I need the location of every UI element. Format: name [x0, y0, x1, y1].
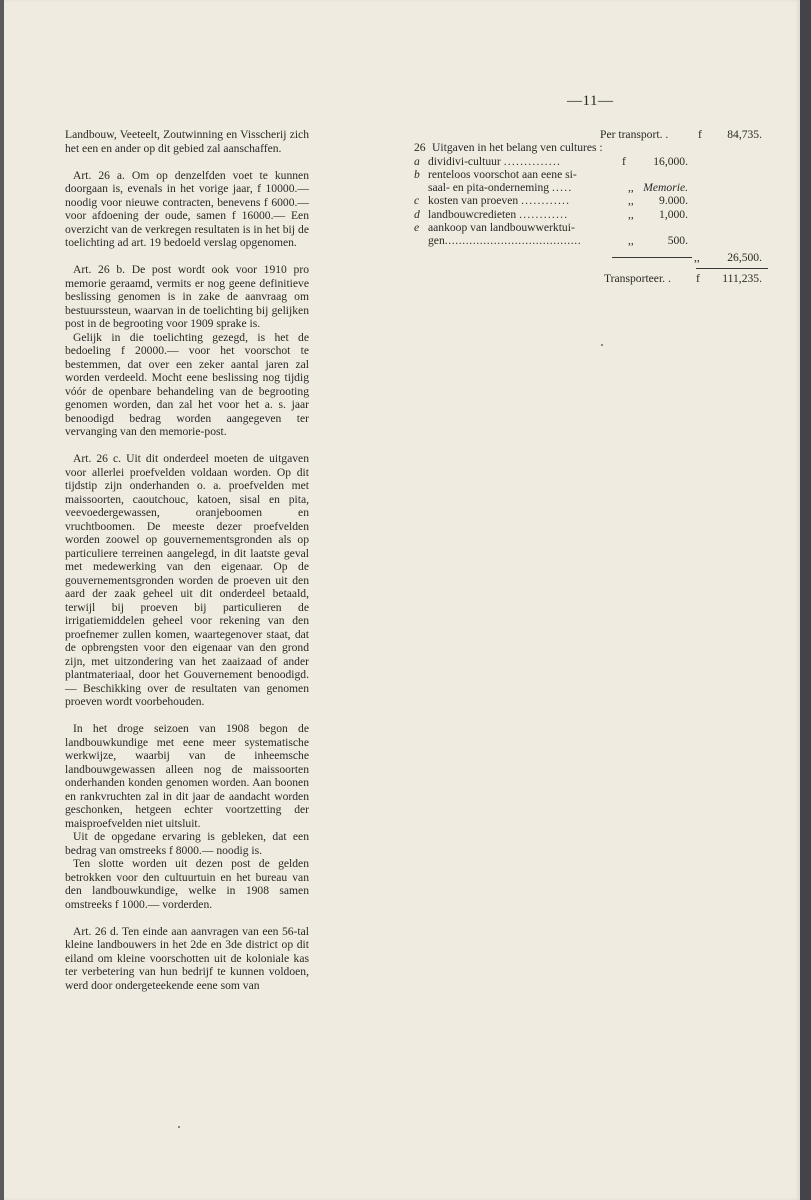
paragraph-art-26d: Art. 26 d. Ten einde aan aanvragen van een 56-tal kleine landbouwers in het 2de en 3de district op dit eiland om kleine voorschotten uit de koloniale kas ter verbetering van hun bedrijf te kunnen voldoen, werd door ondergeteekende eene som van — [65, 924, 309, 992]
item-letter: d — [414, 207, 420, 221]
item-currency: ,, — [628, 234, 634, 248]
item-currency: f — [622, 154, 626, 168]
heading-row — [414, 141, 770, 154]
item-text: saal- en pita-onderneming — [428, 181, 550, 195]
item-dots: ....................................... — [444, 234, 582, 248]
item-currency: ,, — [628, 181, 634, 195]
item-dots: .............. — [503, 154, 562, 168]
left-column — [65, 128, 309, 1006]
item-letter: a — [414, 154, 420, 168]
item-row-e-cont — [414, 234, 770, 247]
per-transport-amount: 84,735. — [727, 128, 762, 141]
heading-text: Uitgaven in het belang ven cultures : — [432, 141, 603, 155]
paragraph-art-26b: Art. 26 b. De post wordt ook voor 1910 pro memorie geraamd, vermits er nog geene definitieve beslissing genomen is in zake de aanvraag om bestuurssteun, waarvan in de toelichting bij gelijken post in de begrooting voor 1909 sprake is. — [65, 263, 309, 330]
item-row-b — [414, 168, 770, 181]
transporteer-row — [414, 272, 770, 285]
transporteer-amount: 111,235. — [722, 271, 762, 285]
paragraph-experience: Uit de opgedane ervaring is gebleken, dat een bedrag van omstreeks f 8000.— noodig is. — [65, 830, 309, 857]
item-text: dividivi-cultuur — [428, 154, 501, 168]
item-currency: ,, — [628, 207, 634, 221]
item-dots: ..... — [551, 181, 573, 195]
item-amount: 16,000. — [653, 154, 688, 168]
subtotal-rule — [612, 257, 692, 258]
item-text: landbouwcredieten — [428, 207, 517, 221]
item-dots: ............ — [519, 207, 569, 221]
item-letter: e — [414, 221, 420, 235]
paper-speck — [178, 1126, 180, 1128]
item-amount: 9.000. — [659, 194, 688, 208]
budget-table — [414, 128, 770, 285]
heading-number: 26 — [414, 141, 426, 155]
item-text: aankoop van landbouwwerktui- — [428, 221, 575, 235]
paper-speck — [601, 344, 603, 346]
paragraph-art-26c: Art. 26 c. Uit dit onderdeel moeten de uitgaven voor allerlei proefvelden voldaan worden. Op dit tijdstip zijn onderhanden o. a. proefvelden met maissoorten, caoutchouc, katoen, sisal en pita, veevoedergewassen, oranjeboomen en vruchtboomen. De meeste dezer proefvelden worden zoowel op gouvernementsgronden als op particuliere terreinen aangelegd, in dit laatste geval met medewerking van den eigenaar. Op de gouvernementsgronden worden de proeven uit den aard der zaak geheel uit dit onderdeel betaald, terwijl bij proeven bij particulieren de irrigatiemiddelen geheel voor rekening van den proefnemer zullen komen, waartegenover staat, dat de opbrengsten voor den eigenaar van den grond zijn, met uitzondering van het zaaizaad of ander plantmateriaal, door het Gouvernement benoodigd.— Beschikking over de resultaten van genomen proeven wordt voorbehouden. — [65, 452, 309, 708]
paragraph-intro: Landbouw, Veeteelt, Zoutwinning en Visscherij zich het een en ander op dit gebied zal aanschaffen. — [65, 128, 309, 155]
transporteer-label: Transporteer. . — [604, 271, 671, 285]
paragraph-dry-season: In het droge seizoen van 1908 begon de landbouwkundige met eene meer systematische werkwijze, waarbij van de inheemsche landbouwgewassen alleen nog de maissoorten onderhanden konden genomen worden. Aan boonen en rankvruchten zal in dit jaar de aandacht worden geschonken, hetgeen echter voortzetting der maisproefvelden niet uitsluit. — [65, 722, 309, 830]
subtotal-row — [414, 251, 770, 264]
scan-border — [800, 0, 811, 1200]
per-transport-row — [414, 128, 770, 141]
item-currency: ,, — [628, 194, 634, 208]
item-row-e — [414, 221, 770, 234]
per-transport-currency: f — [698, 128, 702, 141]
item-amount: Memorie. — [643, 181, 688, 195]
per-transport-label: Per transport. . — [600, 128, 669, 141]
item-text: kosten van proeven — [428, 194, 519, 208]
subtotal-amount: 26,500. — [727, 250, 762, 264]
item-letter: b — [414, 167, 420, 181]
item-dots: ............ — [521, 194, 571, 208]
item-row-a — [414, 155, 770, 168]
item-text: renteloos voorschot aan eene si- — [428, 167, 577, 181]
item-amount: 1,000. — [659, 207, 688, 221]
item-letter: c — [414, 194, 420, 208]
subtotal-currency: ,, — [694, 250, 700, 264]
transporteer-currency: f — [696, 271, 700, 285]
paragraph-art-26b-continued: Gelijk in die toelichting gezegd, is het de bedoeling f 20000.— voor het voorschot te bestemmen, dat over een zeker aantal jaren zal worden verdeeld. Mocht eene beslissing nog tijdig vóór de openbare behandeling van de begrooting genomen worden, dan zal het voor het a. s. jaar benoodigd bedrag worden aangegeven ter vervanging van den memorie-post. — [65, 330, 309, 438]
item-text: gen — [428, 234, 445, 248]
total-rule — [696, 268, 768, 269]
item-amount: 500. — [667, 234, 688, 248]
page-number: —11— — [567, 93, 614, 109]
item-row-c — [414, 194, 770, 207]
paragraph-art-26a: Art. 26 a. Om op denzelfden voet te kunnen doorgaan is, evenals in het vorige jaar, f 10000.— noodig voor nieuwe contracten, benevens f 6000.— voor afdoening der oude, samen f 16000.— Een overzicht van de verkregen resultaten is in het bij de toelichting ad art. 19 bedoeld verslag opgenomen. — [65, 168, 309, 249]
paragraph-finally: Ten slotte worden uit dezen post de gelden betrokken voor den cultuurtuin en het bureau van den landbouwkundige, welke in 1908 samen omstreeks f 1000.— vorderden. — [65, 857, 309, 911]
item-row-d — [414, 208, 770, 221]
document-page — [4, 0, 800, 1200]
item-row-b-cont — [414, 181, 770, 194]
